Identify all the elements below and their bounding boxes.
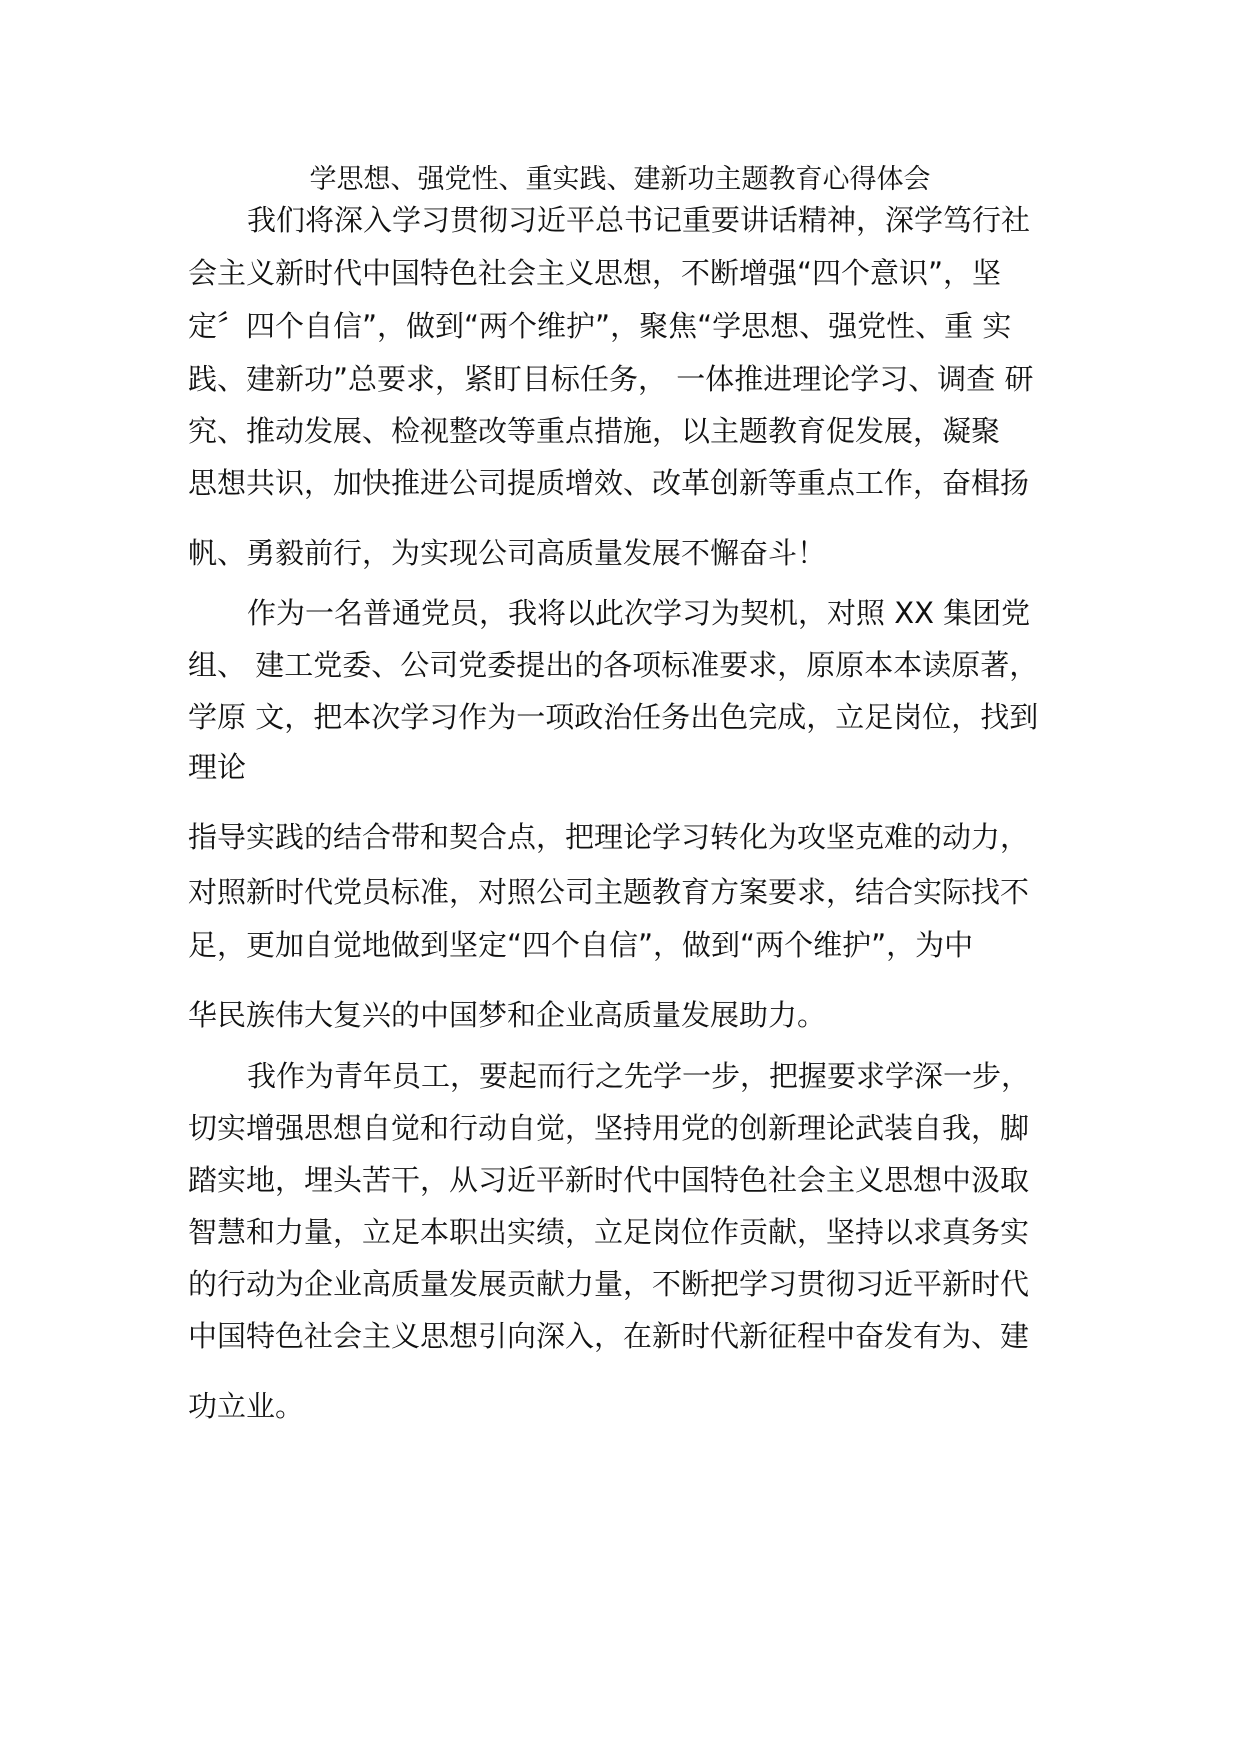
paragraph-3-line-5: 的行动为企业高质量发展贡献力量，不断把学习贯彻习近平新时代 (188, 1267, 1030, 1301)
paragraph-2-line-7: 足，更加自觉地做到坚定“四个自信”，做到“两个维护”，为中 (188, 928, 974, 962)
paragraph-3-line-4: 智慧和力量，立足本职出实绩，立足岗位作贡献，坚持以求真务实 (188, 1215, 1030, 1249)
paragraph-1-line-6: 思想共识，加快推进公司提质增效、改革创新等重点工作，奋楫扬 (188, 466, 1030, 500)
paragraph-1-line-2: 会主义新时代中国特色社会主义思想，不断增强“四个意识”，坚 (188, 256, 1002, 290)
paragraph-3-line-3: 踏实地，埋头苦干，从习近平新时代中国特色社会主义思想中汲取 (188, 1163, 1030, 1197)
paragraph-2-line-3: 学原 文，把本次学习作为一项政治任务出色完成，立足岗位，找到 (188, 700, 1039, 734)
paragraph-2-line-6: 对照新时代党员标准，对照公司主题教育方案要求，结合实际找不 (188, 875, 1030, 909)
paragraph-2-line-5: 指导实践的结合带和契合点，把理论学习转化为攻坚克难的动力， (188, 820, 1030, 854)
paragraph-2-line-4: 理论 (188, 750, 247, 784)
paragraph-1-line-5: 究、推动发展、检视整改等重点措施，以主题教育促发展，凝聚 (188, 414, 1001, 448)
paragraph-1-line-7: 帆、勇毅前行，为实现公司高质量发展不懈奋斗！ (188, 536, 827, 570)
paragraph-2-line-1: 作为一名普通党员，我将以此次学习为契机，对照 XX 集团党 (247, 596, 1031, 630)
paragraph-1-line-3: 定〞四个自信”，做到“两个维护”，聚焦“学思想、强党性、重 实 (188, 309, 1012, 343)
paragraph-1-line-1: 我们将深入学习贯彻习近平总书记重要讲话精神，深学笃行社 (247, 203, 1031, 237)
paragraph-3-line-1: 我作为青年员工，要起而行之先学一步，把握要求学深一步， (247, 1059, 1031, 1093)
paragraph-1-line-4: 践、建新功”总要求，紧盯目标任务， 一体推进理论学习、调查 研 (188, 362, 1034, 396)
paragraph-2-line-2: 组、 建工党委、公司党委提出的各项标准要求，原原本本读原著， (188, 648, 1039, 682)
document-title: 学思想、强党性、重实践、建新功主题教育心得体会 (309, 164, 931, 195)
paragraph-3-line-2: 切实增强思想自觉和行动自觉，坚持用党的创新理论武装自我，脚 (188, 1111, 1030, 1145)
paragraph-3-line-6: 中国特色社会主义思想引向深入，在新时代新征程中奋发有为、建 (188, 1319, 1030, 1353)
paragraph-3-line-7: 功立业。 (188, 1389, 305, 1423)
paragraph-2-line-8: 华民族伟大复兴的中国梦和企业高质量发展助力。 (188, 998, 827, 1032)
